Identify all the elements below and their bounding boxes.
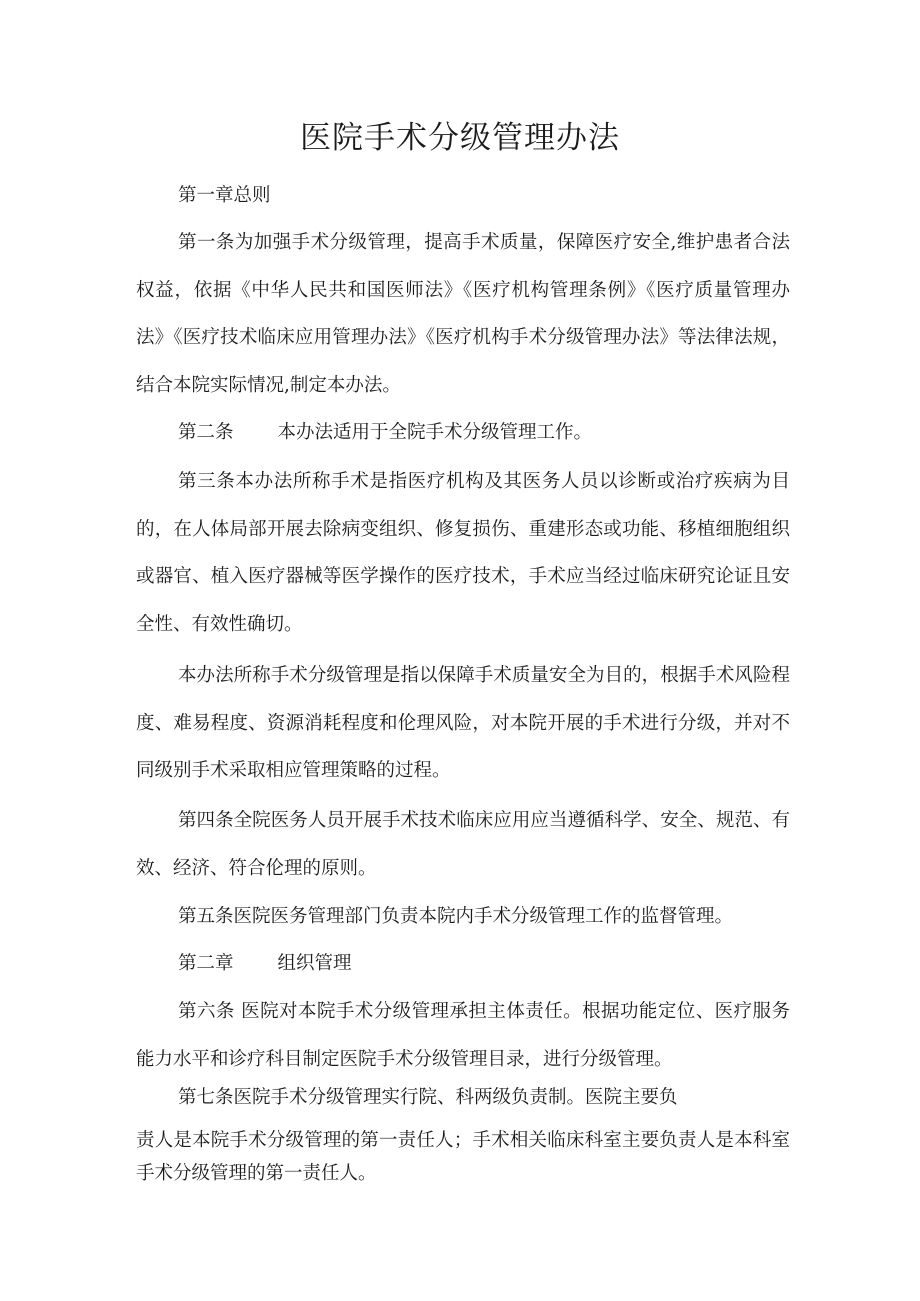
document-title: 医院手术分级管理办法 — [300, 120, 620, 156]
article-2-label: 第二条 — [178, 422, 234, 443]
chapter-2-label: 第二章 — [178, 953, 234, 974]
article-6-paragraph: 第六条 医院对本院手术分级管理承担主体责任。根据功能定位、医疗服务能力水平和诊疗科目制定医院手术分级管理目录，进行分级管理。 — [136, 1001, 790, 1070]
article-5-paragraph: 第五条医院医务管理部门负责本院内手术分级管理工作的监督管理。 — [178, 906, 734, 927]
chapter-2-heading — [136, 940, 790, 988]
article-7-paragraph-continuation: 责人是本院手术分级管理的第一责任人；手术相关临床科室主要负责人是本科室手术分级管理的第一责任人。 — [136, 1130, 790, 1184]
article-2-paragraph — [136, 409, 790, 457]
chapter-1-heading: 第一章总则 — [178, 185, 271, 206]
article-3-continuation-paragraph: 本办法所称手术分级管理是指以保障手术质量安全为目的，根据手术风险程度、难易程度、资源消耗程度和伦理风险，对本院开展的手术进行分级，并对不同级别手术采取相应管理策略的过程。 — [136, 665, 790, 781]
article-3-paragraph: 第三条本办法所称手术是指医疗机构及其医务人员以诊断或治疗疾病为目的，在人体局部开展去除病变组织、修复损伤、重建形态或功能、移植细胞组织或器官、植入医疗器械等医学操作的医疗技术，手术应当经过临床研究论证且安全性、有效性确切。 — [136, 471, 790, 635]
article-1-paragraph: 第一条为加强手术分级管理，提高手术质量，保障医疗安全,维护患者合法权益，依据《中华人民共和国医师法》《医疗机构管理条例》《医疗质量管理办法》《医疗技术临床应用管理办法》《医疗机构手术分级管理办法》等法律法规，结合本院实际情况,制定本办法。 — [136, 232, 790, 396]
article-7-paragraph-start: 第七条医院手术分级管理实行院、科两级负责制。医院主要负 — [178, 1087, 678, 1108]
chapter-2-title: 组织管理 — [277, 953, 352, 974]
article-4-paragraph: 第四条全院医务人员开展手术技术临床应用应当遵循科学、安全、规范、有效、经济、符合伦理的原则。 — [136, 810, 790, 879]
article-2-body: 本办法适用于全院手术分级管理工作。 — [277, 422, 593, 443]
